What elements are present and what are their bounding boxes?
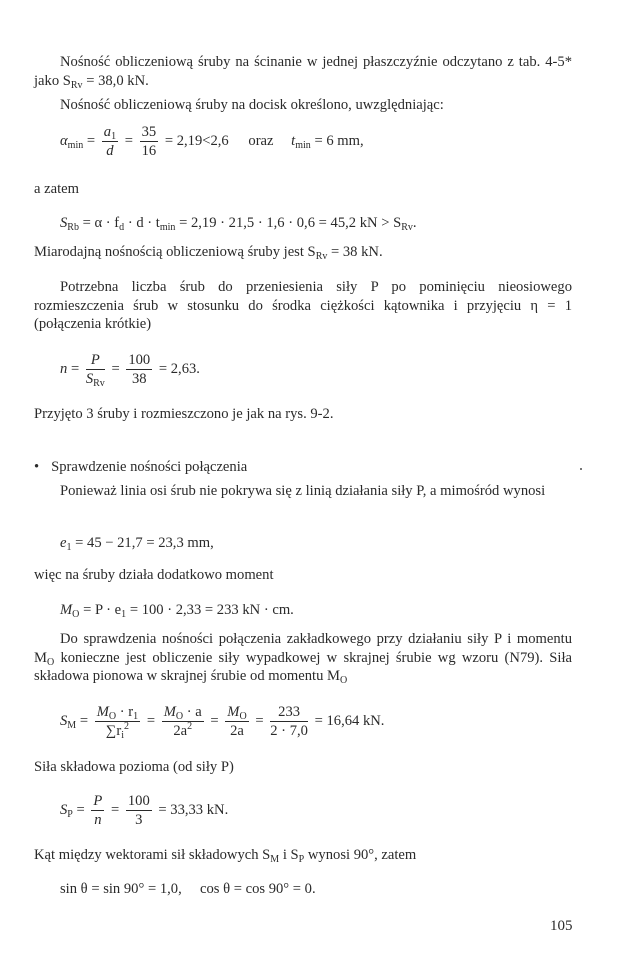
bullet-icon: • [34,459,40,475]
equation-moment: $M_O = P \cdot e_1 = 100 \cdot 2,33 = 233$ kN · cm. [60,602,294,620]
equation-srb: $S_{Rb} = \alpha \cdot f_d \cdot d \cdot t_{min} = 2,19 \cdot 21,5 \cdot 1,6 \cdot 0,6 = 45,2$ kN > $S_{Rv}$. [60,215,417,233]
paragraph-bearing-capacity: Nośność obliczeniową śruby na docisk określono, uwzględniając: [60,97,444,113]
paragraph-eccentricity: Ponieważ linia osi śrub nie pokrywa się z linią działania siły P, a mimośród wynosi [60,483,546,499]
equation-alpha-min: $\alpha_{min}$ = $\frac{a_1}{d}$ = $\frac{35}{16}$ = 2,19<2,6 oraz $t_{min} = 6$ mm, [60,124,364,159]
equation-bolt-count: n = $\frac{P}{S_{Rv}}$ = $\frac{100}{38}$ = 2,63. [60,352,200,389]
paragraph-decisive-capacity: Miarodajną nośnością obliczeniową śruby jest $S_{Rv} = 38$ kN. [34,244,383,262]
paragraph-angle: Kąt między wektorami sił składowych $S_M$ i $S_P$ wynosi 90°, zatem [34,847,417,865]
paragraph-horizontal-component: Siła składowa pozioma (od siły P) [34,759,234,775]
paragraph-bolts-adopted: Przyjęto 3 śruby i rozmieszczono je jak na rys. 9-2. [34,406,334,422]
equation-sm: $S_M$ = $\frac{M_O \cdot r_1}{\sum r_i^2}$ = $\frac{M_O \cdot a}{2a^2}$ = $\frac{M_O}{2a}$ = $\frac{233}{2 \cdot 7,0}$ = 16,64 kN. [60,704,385,741]
equation-sin-cos: sin θ = sin 90° = 1,0, cos θ = cos 90° = 0. [60,881,316,897]
speck [580,468,582,470]
paragraph-resultant-force: Do sprawdzenia nośności połączenia zakładkowego przy działaniu siły P i momentu $M_O$ konieczne jest obliczenie siły wypadkowej w skrajnej śrubie wg wzoru (N79). Siła składowa pionowa w skrajnej śrubie od momentu $M_O$ [34,631,572,686]
paragraph-bolt-count: Potrzebna liczba śrub do przeniesienia siły P po pominięciu nieosiowego rozmieszczenia śrub w stosunku do środka ciężkości kątownika i przyjęciu η = 1 (połączenia krótkie) [34,279,572,332]
equation-sp: $S_P$ = $\frac{P}{n}$ = $\frac{100}{3}$ = 33,33 kN. [60,793,229,828]
paragraph-shear-capacity: Nośność obliczeniową śruby na ścinanie w jednej płaszczyźnie odczytano z tab. 4-5* jako $S_{Rv} = 38,0$ kN. [34,54,572,91]
section-heading: • Sprawdzenie nośności połączenia [34,459,248,475]
equation-eccentricity: $e_1 = 45 - 21,7 = 23,3$ mm, [60,535,214,553]
page-number: 105 [550,918,573,934]
paragraph-moment-intro: więc na śruby działa dodatkowo moment [34,567,274,583]
text-a-zatem: a zatem [34,181,79,197]
